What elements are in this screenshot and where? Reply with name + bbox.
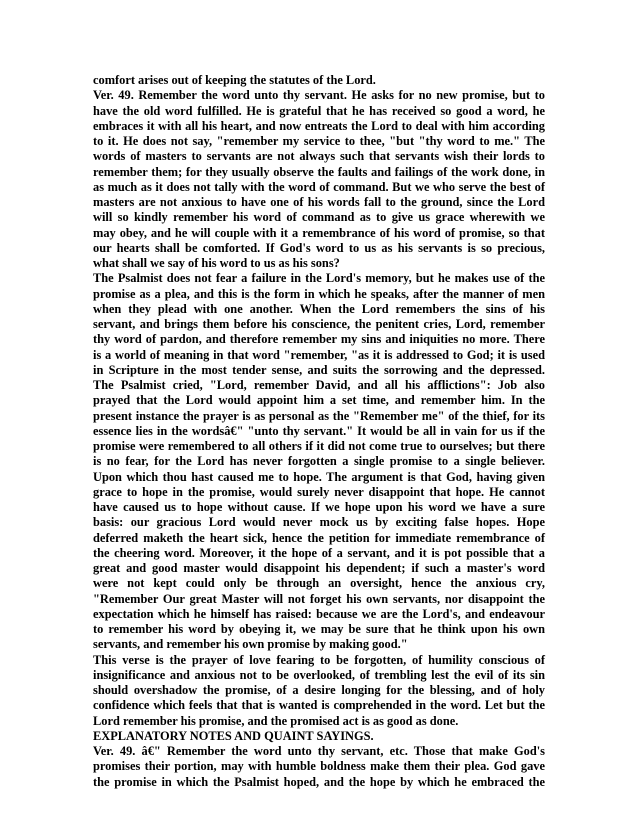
text-line: confidence which feels that that is wanted is comprehended in the word. Let but the <box>93 698 545 713</box>
text-line: our hearts shall be comforted. If God's word to us as his servants is so precious, <box>93 240 545 255</box>
document-page <box>93 73 545 790</box>
text-line: promises their portion, may with humble boldness make them their plea. God gave <box>93 759 545 774</box>
text-line: EXPLANATORY NOTES AND QUAINT SAYINGS. <box>93 728 374 743</box>
text-line: to it. He does not say, "remember my service to thee, "but "thy word to me." The <box>93 134 545 148</box>
text-line: thy word of pardon, and therefore remember my sins and iniquities no more. There <box>93 332 545 347</box>
text-line: essence lies in the wordsâ€" "unto thy servant." It would be all in vain for us if the <box>93 423 545 438</box>
text-line: what shall we say of his word to us as his sons? <box>93 256 340 270</box>
text-line: promise were remembered to all others if it did not come true to ourselves; but there <box>93 439 545 453</box>
text-line: as much as it does not tally with the word of command. But we who serve the best of <box>93 179 545 194</box>
text-line: basis: our gracious Lord would never mock us by exciting false hopes. Hope <box>93 515 545 530</box>
text-line: This verse is the prayer of love fearing to be forgotten, of humility conscious of <box>93 652 545 667</box>
text-line: great and good master would disappoint his dependent; if such a master's word <box>93 561 545 575</box>
text-line: is no fear, for the Lord has never forgotten a single promise to a single believer. <box>93 454 545 469</box>
text-line: have caused us to hope without cause. If we hope upon his word we have a sure <box>93 500 545 514</box>
text-line: will so kindly remember his word of command as to give us grace wherewith we <box>93 210 545 225</box>
text-line: grace to hope in the promise, would surely never disappoint that hope. He cannot <box>93 484 545 499</box>
text-line: to remember his word by obeying it, we may be sure that he think upon his own <box>93 622 545 636</box>
text-line: in Scripture in the most tender sense, and suits the sorrowing and the depressed. <box>93 362 545 377</box>
text-line: expectation which he himself has raised: because we are the Lord's, and endeavour <box>93 606 545 621</box>
text-line: "Remember Our great Master will not forget his own servants, nor disappoint the <box>93 591 545 606</box>
text-line: deferred maketh the heart sick, hence the petition for immediate remembrance of <box>93 530 545 545</box>
text-line: have the old word fulfilled. He is grateful that he has received so good a word, he <box>93 103 545 118</box>
text-line: The Psalmist cried, "Lord, remember David, and all his afflictions": Job also <box>93 378 545 392</box>
text-line: were not kept could only be through an oversight, hence the anxious cry, <box>93 576 545 591</box>
text-line: insignificance and anxious not to be overlooked, of trembling lest the evil of its sin <box>93 667 545 682</box>
text-line: embraces it with all his heart, and now entreats the Lord to deal with him according <box>93 118 545 133</box>
text-line: the cheering word. Moreover, it the hope of a servant, and it is pot possible that a <box>93 545 545 560</box>
text-line: promise as a plea, and this is the form in which he speaks, after the manner of men <box>93 286 545 301</box>
text-line: servant, and brings them before his conscience, the penitent cries, Lord, remember <box>93 317 545 331</box>
text-line: Lord remember his promise, and the promised act is as good as done. <box>93 713 459 728</box>
text-line: remember them; for they usually observe the faults and failings of the work done, in <box>93 164 545 179</box>
text-line: is a world of meaning in that word "remember, "as it is addressed to God; it is used <box>93 347 545 362</box>
text-line: may obey, and he will couple with it a remembrance of his word of promise, so that <box>93 225 545 240</box>
text-line: present instance the prayer is as personal as the "Remember me" of the thief, for its <box>93 408 545 423</box>
text-line: Upon which thou hast caused me to hope. The argument is that God, having given <box>93 469 545 484</box>
text-line: masters are not anxious to have one of his words fall to the ground, since the Lord <box>93 195 545 209</box>
text-line: words of masters to servants are not always such that servants wish their lords to <box>93 149 545 164</box>
text-line: comfort arises out of keeping the statutes of the Lord. <box>93 73 376 87</box>
text-line: Ver. 49. â€" Remember the word unto thy servant, etc. Those that make God's <box>93 744 545 758</box>
text-line: the promise in which the Psalmist hoped, and the hope by which he embraced the <box>93 774 545 789</box>
text-line: should overshadow the promise, of a desire longing for the blessing, and of holy <box>93 683 545 697</box>
text-line: Ver. 49. Remember the word unto thy servant. He asks for no new promise, but to <box>93 88 545 103</box>
text-line: servants, and remember his own promise by making good." <box>93 637 408 652</box>
text-line: The Psalmist does not fear a failure in the Lord's memory, but he makes use of the <box>93 271 545 286</box>
text-line: when they plead with one another. When the Lord remembers the sins of his <box>93 301 545 316</box>
text-line: prayed that the Lord would appoint him a set time, and remember him. In the <box>93 393 545 408</box>
